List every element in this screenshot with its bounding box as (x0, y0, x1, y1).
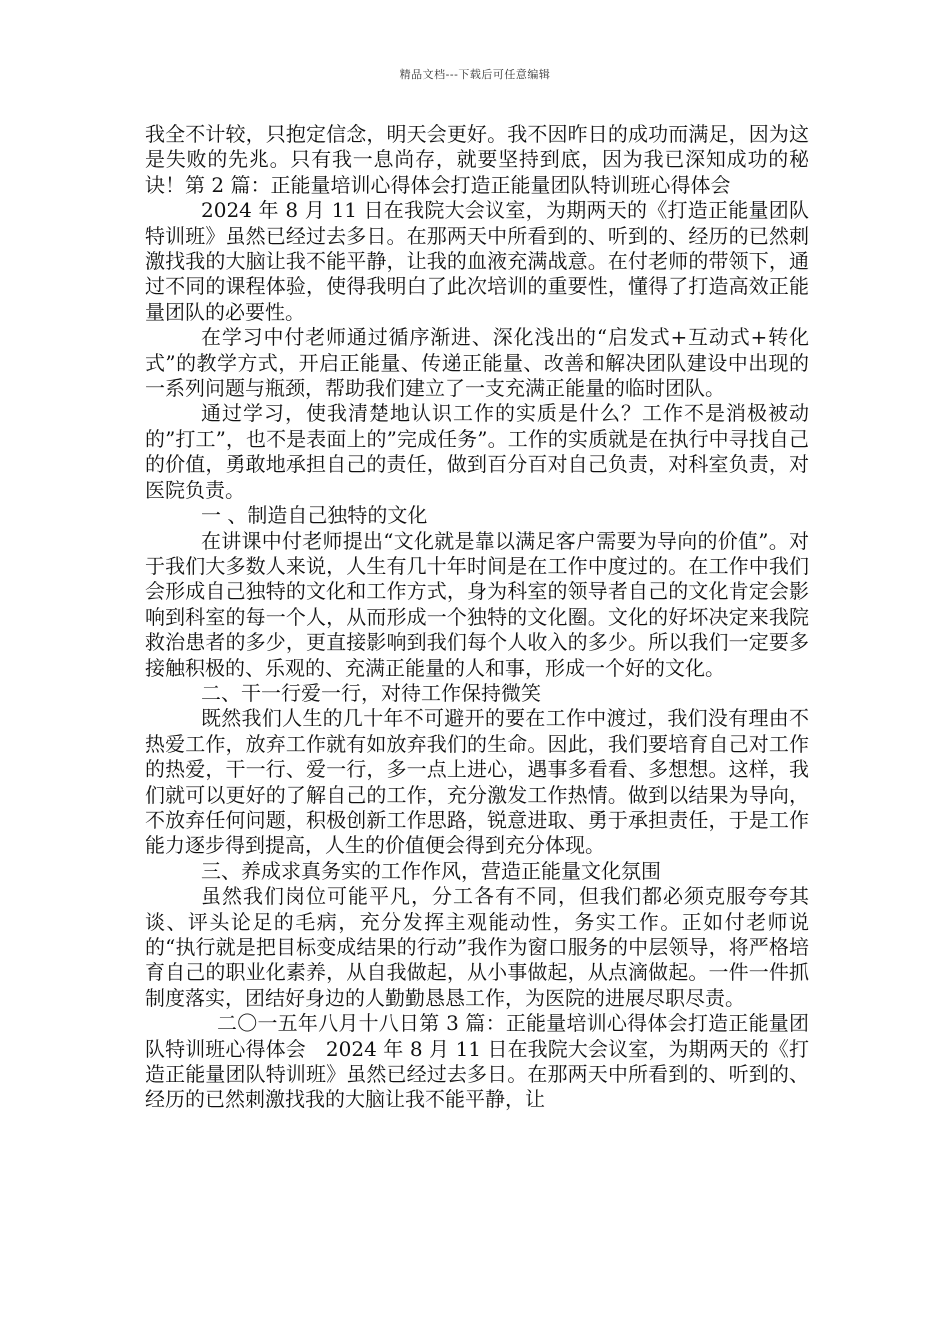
page-header: 精品文档---下载后可任意编辑 (399, 68, 551, 81)
paragraph: 二〇一五年八月十八日第 3 篇：正能量培训心得体会打造正能量团队特训班心得体会 2024 年 8 月 11 日在我院大会议室，为期两天的《打造正能量团队特训班》虽然已经过去多日。在那两天中所看到的、听到的、经历的已然刺激找我的大脑让我不能平静，让 (145, 1011, 809, 1112)
paragraph: 在讲课中付老师提出“文化就是靠以满足客户需要为导向的价值”。对于我们大多数人来说，人生有几十年时间是在工作中度过的。在工作中我们会形成自己独特的文化和工作方式，身为科室的领导者自己的文化肯定会影响到科室的每一个人，从而形成一个独特的文化圈。文化的好坏决定来我院救治患者的多少，更直接影响到我们每个人收入的多少。所以我们一定要多接触积极的、乐观的、充满正能量的人和事，形成一个好的文化。 (145, 528, 809, 680)
paragraph: 既然我们人生的几十年不可避开的要在工作中渡过，我们没有理由不热爱工作，放弃工作就有如放弃我们的生命。因此，我们要培育自己对工作的热爱，干一行、爱一行，多一点上进心，遇事多看看、多想想。这样，我们就可以更好的了解自己的工作，充分激发工作热情。做到以结果为导向，不放弃任何问题，积极创新工作思路，锐意进取、勇于承担责任，于是工作能力逐步得到提高，人生的价值便会得到充分体现。 (145, 706, 809, 858)
paragraph: 在学习中付老师通过循序渐进、深化浅出的“启发式+互动式+转化式”的教学方式，开启正能量、传递正能量、改善和解决团队建设中出现的一系列问题与瓶颈，帮助我们建立了一支充满正能量的临时团队。 (145, 325, 809, 401)
section-heading: 三、养成求真务实的工作作风，营造正能量文化氛围 (201, 858, 661, 883)
paragraph: 虽然我们岗位可能平凡，分工各有不同，但我们都必须克服夸夸其谈、评头论足的毛病，充分发挥主观能动性，务实工作。正如付老师说的“执行就是把目标变成结果的行动”我作为窗口服务的中层领导，将严格培育自己的职业化素养，从自我做起，从小事做起，从点滴做起。一件一件抓制度落实，团结好身边的人勤勤恳恳工作，为医院的进展尽职尽责。 (145, 884, 809, 1010)
paragraph: 2024 年 8 月 11 日在我院大会议室，为期两天的《打造正能量团队特训班》虽然已经过去多日。在那两天中所看到的、听到的、经历的已然刺激找我的大脑让我不能平静，让我的血液充满战意。在付老师的带领下，通过不同的课程体验，使得我明白了此次培训的重要性，懂得了打造高效正能量团队的必要性。 (145, 198, 809, 324)
section-heading: 二、干一行爱一行，对待工作保持微笑 (201, 680, 541, 705)
document-body (145, 122, 809, 1113)
paragraph: 通过学习，使我清楚地认识工作的实质是什么？工作不是消极被动的”打工”，也不是表面上的”完成任务”。工作的实质就是在执行中寻找自己的价值，勇敢地承担自己的责任，做到百分百对自己负责，对科室负责，对医院负责。 (145, 401, 809, 502)
paragraph: 我全不计较，只抱定信念，明天会更好。我不因昨日的成功而满足，因为这是失败的先兆。只有我一息尚存，就要坚持到底，因为我已深知成功的秘诀！第 2 篇：正能量培训心得体会打造正能量团队特训班心得体会 (145, 122, 809, 197)
section-heading: 一 、制造自己独特的文化 (201, 503, 428, 528)
